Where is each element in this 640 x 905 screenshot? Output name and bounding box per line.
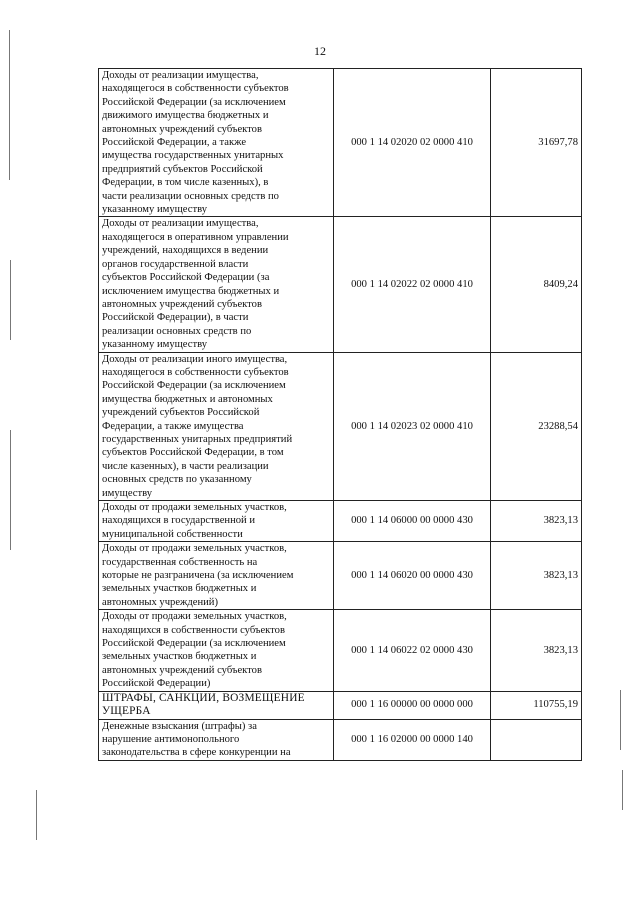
amount <box>491 719 582 760</box>
description-line: земельных участков бюджетных и <box>102 583 257 595</box>
description-line: земельных участков бюджетных и <box>102 651 257 663</box>
description-line: Доходы от реализации имущества, <box>102 70 259 81</box>
scan-mark <box>620 690 621 750</box>
description-line: имущества бюджетных и автономных <box>102 393 273 405</box>
budget-code: 000 1 14 06022 02 0000 430 <box>334 610 491 691</box>
budget-code: 000 1 14 02022 02 0000 410 <box>334 217 491 352</box>
amount: 3823,13 <box>491 501 582 542</box>
description-line: учреждений субъектов Российской <box>102 407 260 419</box>
amount: 8409,24 <box>491 217 582 352</box>
description-line: автономных учреждений) <box>102 596 218 608</box>
description-line: указанному имуществу <box>102 204 208 216</box>
table-row <box>99 610 582 691</box>
revenue-table <box>98 68 582 761</box>
description-line: Доходы от продажи земельных участков, <box>102 543 287 555</box>
description-line: нарушение антимонопольного <box>102 733 240 745</box>
table-row <box>99 352 582 500</box>
amount: 3823,13 <box>491 542 582 610</box>
table-row <box>99 217 582 352</box>
description-line: Денежные взыскания (штрафы) за <box>102 720 257 732</box>
budget-code: 000 1 14 02020 02 0000 410 <box>334 69 491 217</box>
description-line: которые не разграничена (за исключением <box>102 570 294 582</box>
table-row <box>99 69 582 217</box>
table-row <box>99 691 582 719</box>
amount: 110755,19 <box>491 691 582 719</box>
income-description <box>99 501 334 542</box>
budget-code: 000 1 14 06000 00 0000 430 <box>334 501 491 542</box>
income-description <box>99 217 334 352</box>
description-line: находящегося в собственности субъектов <box>102 83 289 95</box>
description-line: находящегося в оперативном управлении <box>102 231 289 243</box>
description-line: Российской Федерации, а также <box>102 137 247 149</box>
description-line: учреждений, находящихся в ведении <box>102 245 269 257</box>
budget-code: 000 1 14 06020 00 0000 430 <box>334 542 491 610</box>
income-description <box>99 542 334 610</box>
description-line: имуществу <box>102 487 153 499</box>
income-description <box>99 610 334 691</box>
table-row <box>99 719 582 760</box>
description-line: реализации основных средств по <box>102 325 252 337</box>
description-line: движимого имущества бюджетных и <box>102 110 269 122</box>
description-line: субъектов Российской Федерации, в том <box>102 447 284 459</box>
description-line: находящегося в собственности субъектов <box>102 366 289 378</box>
budget-code: 000 1 16 00000 00 0000 000 <box>334 691 491 719</box>
table-row <box>99 501 582 542</box>
income-description <box>99 691 334 719</box>
income-description <box>99 69 334 217</box>
description-line: числе казенных), в части реализации <box>102 460 269 472</box>
description-line: Доходы от реализации имущества, <box>102 218 259 230</box>
description-line: находящихся в собственности субъектов <box>102 624 285 636</box>
scan-mark <box>10 260 11 340</box>
description-line: ШТРАФЫ, САНКЦИИ, ВОЗМЕЩЕНИЕ <box>102 691 305 704</box>
description-line: Российской Федерации (за исключением <box>102 380 286 392</box>
amount: 23288,54 <box>491 352 582 500</box>
description-line: имущества государственных унитарных <box>102 150 284 162</box>
description-line: указанному имуществу <box>102 339 208 351</box>
table-row <box>99 542 582 610</box>
description-line: Российской Федерации) <box>102 678 211 690</box>
description-line: муниципальной собственности <box>102 528 243 540</box>
description-line: УЩЕРБА <box>102 705 151 718</box>
description-line: основных средств по указанному <box>102 474 252 486</box>
description-line: субъектов Российской Федерации (за <box>102 272 270 284</box>
income-description <box>99 719 334 760</box>
scan-mark <box>36 790 37 840</box>
description-line: автономных учреждений субъектов <box>102 123 262 135</box>
description-line: исключением имущества бюджетных и <box>102 285 280 297</box>
description-line: Российской Федерации), в части <box>102 312 249 324</box>
amount: 3823,13 <box>491 610 582 691</box>
description-line: государственная собственность на <box>102 556 258 568</box>
revenue-table-body <box>99 69 582 761</box>
scan-mark <box>10 430 11 550</box>
budget-code: 000 1 16 02000 00 0000 140 <box>334 719 491 760</box>
description-line: органов государственной власти <box>102 258 249 270</box>
description-line: находящихся в государственной и <box>102 515 256 527</box>
description-line: Федерации, а также имущества <box>102 420 244 432</box>
description-line: части реализации основных средств по <box>102 190 279 202</box>
description-line: Российской Федерации (за исключением <box>102 638 286 650</box>
description-line: Доходы от продажи земельных участков, <box>102 611 287 623</box>
budget-code: 000 1 14 02023 02 0000 410 <box>334 352 491 500</box>
scan-mark <box>9 30 10 180</box>
income-description <box>99 352 334 500</box>
description-line: предприятий субъектов Российской <box>102 163 263 175</box>
scan-mark <box>622 770 623 810</box>
description-line: законодательства в сфере конкуренции на <box>102 747 291 759</box>
description-line: автономных учреждений субъектов <box>102 298 262 310</box>
description-line: Федерации, в том числе казенных), в <box>102 177 269 189</box>
page-number: 12 <box>314 44 326 58</box>
description-line: государственных унитарных предприятий <box>102 433 293 445</box>
amount: 31697,78 <box>491 69 582 217</box>
description-line: автономных учреждений субъектов <box>102 664 262 676</box>
description-line: Российской Федерации (за исключением <box>102 96 286 108</box>
description-line: Доходы от реализации иного имущества, <box>102 353 288 365</box>
description-line: Доходы от продажи земельных участков, <box>102 502 287 513</box>
